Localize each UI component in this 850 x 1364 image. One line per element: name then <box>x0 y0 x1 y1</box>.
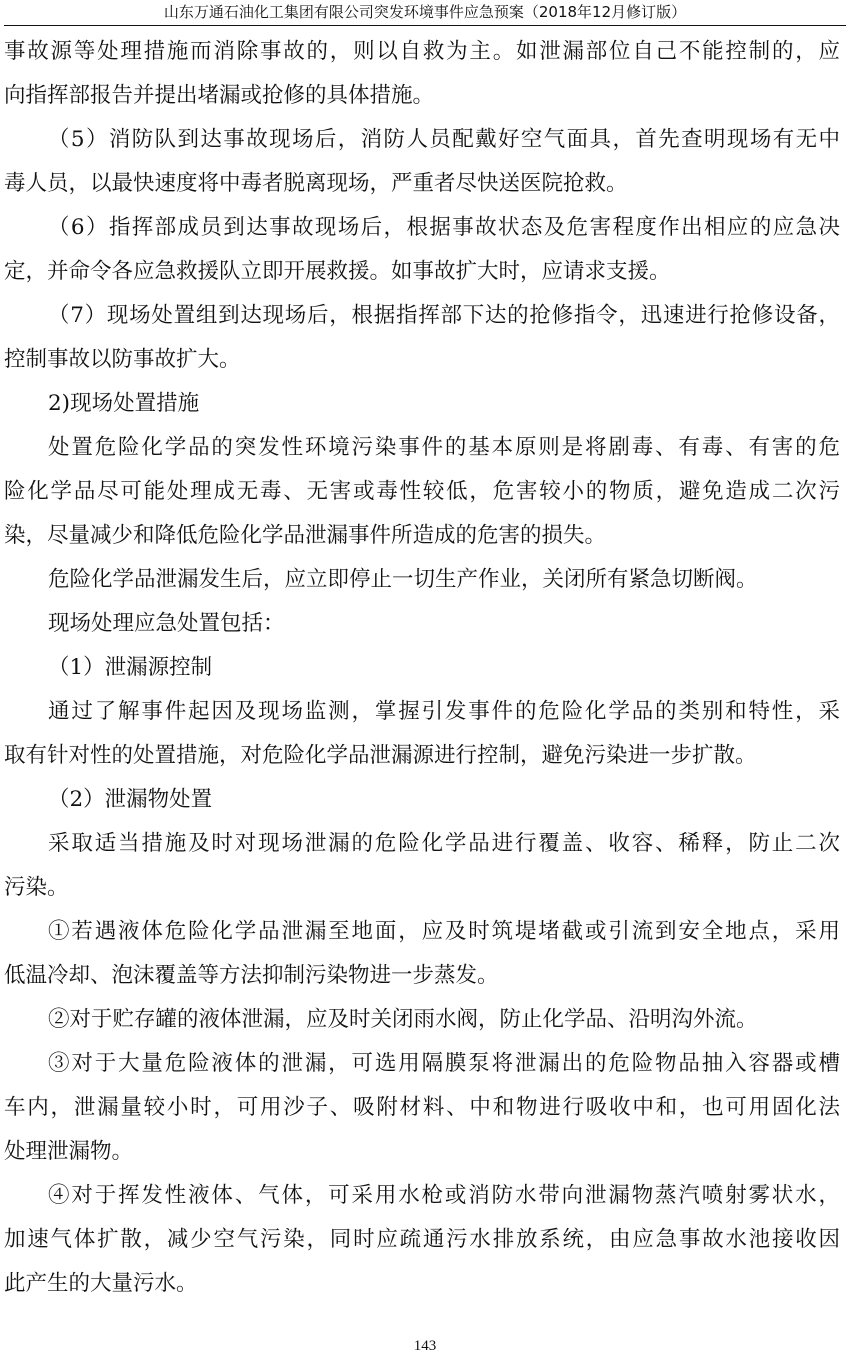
running-header <box>0 0 850 26</box>
text-line: ④对于挥发性液体、气体，可采用水枪或消防水带向泄漏物蒸汽喷射雾状水， <box>48 1183 840 1208</box>
text-line: （1）泄漏源控制 <box>48 655 213 680</box>
text-line: 定，并命令各应急救援队立即开展救援。如事故扩大时，应请求支援。 <box>4 259 671 284</box>
page-footer <box>0 1336 850 1356</box>
text-line: 处置危险化学品的突发性环境污染事件的基本原则是将剧毒、有毒、有害的危 <box>48 435 840 460</box>
text-line: 此产生的大量污水。 <box>4 1271 198 1296</box>
text-line: ③对于大量危险液体的泄漏，可选用隔膜泵将泄漏出的危险物品抽入容器或槽 <box>48 1051 840 1076</box>
text-line: （7）现场处置组到达现场后，根据指挥部下达的抢修指令，迅速进行抢修设备， <box>48 303 840 328</box>
header-rule <box>4 25 846 26</box>
text-line: 危险化学品泄漏发生后，应立即停止一切生产作业，关闭所有紧急切断阀。 <box>48 567 758 592</box>
text-line: 采取适当措施及时对现场泄漏的危险化学品进行覆盖、收容、稀释，防止二次 <box>48 831 840 856</box>
document-body <box>4 30 840 1306</box>
text-line: 车内，泄漏量较小时，可用沙子、吸附材料、中和物进行吸收中和，也可用固化法 <box>4 1095 840 1120</box>
text-line: （5）消防队到达事故现场后，消防人员配戴好空气面具，首先查明现场有无中 <box>48 127 840 152</box>
text-line: 通过了解事件起因及现场监测，掌握引发事件的危险化学品的类别和特性，采 <box>48 699 840 724</box>
text-line: 向指挥部报告并提出堵漏或抢修的具体措施。 <box>4 83 435 108</box>
text-line: 染，尽量减少和降低危险化学品泄漏事件所造成的危害的损失。 <box>4 523 607 548</box>
text-line: 事故源等处理措施而消除事故的，则以自救为主。如泄漏部位自己不能控制的，应 <box>4 39 840 64</box>
text-line: ②对于贮存罐的液体泄漏，应及时关闭雨水阀，防止化学品、沿明沟外流。 <box>48 1007 758 1032</box>
text-line: （2）泄漏物处置 <box>48 787 213 812</box>
text-line: 现场处理应急处置包括： <box>48 611 285 636</box>
text-line: 取有针对性的处置措施，对危险化学品泄漏源进行控制，避免污染进一步扩散。 <box>4 743 757 768</box>
text-line: 毒人员，以最快速度将中毒者脱离现场，严重者尽快送医院抢救。 <box>4 171 628 196</box>
page-number: 143 <box>413 1338 437 1354</box>
text-line: （6）指挥部成员到达事故现场后，根据事故状态及危害程度作出相应的应急决 <box>48 215 840 240</box>
text-line: 低温冷却、泡沫覆盖等方法抑制污染物进一步蒸发。 <box>4 963 499 988</box>
text-line: 处理泄漏物。 <box>4 1139 134 1164</box>
text-line: 险化学品尽可能处理成无毒、无害或毒性较低，危害较小的物质，避免造成二次污 <box>4 479 840 504</box>
text-line: 污染。 <box>4 875 69 900</box>
header-title: 山东万通石油化工集团有限公司突发环境事件应急预案（2018年12月修订版） <box>163 3 687 21</box>
text-line: 加速气体扩散，减少空气污染，同时应疏通污水排放系统，由应急事故水池接收因 <box>4 1227 840 1252</box>
text-line: 控制事故以防事故扩大。 <box>4 347 241 372</box>
text-line: ①若遇液体危险化学品泄漏至地面，应及时筑堤堵截或引流到安全地点，采用 <box>48 919 840 944</box>
text-line: 2)现场处置措施 <box>48 391 200 416</box>
